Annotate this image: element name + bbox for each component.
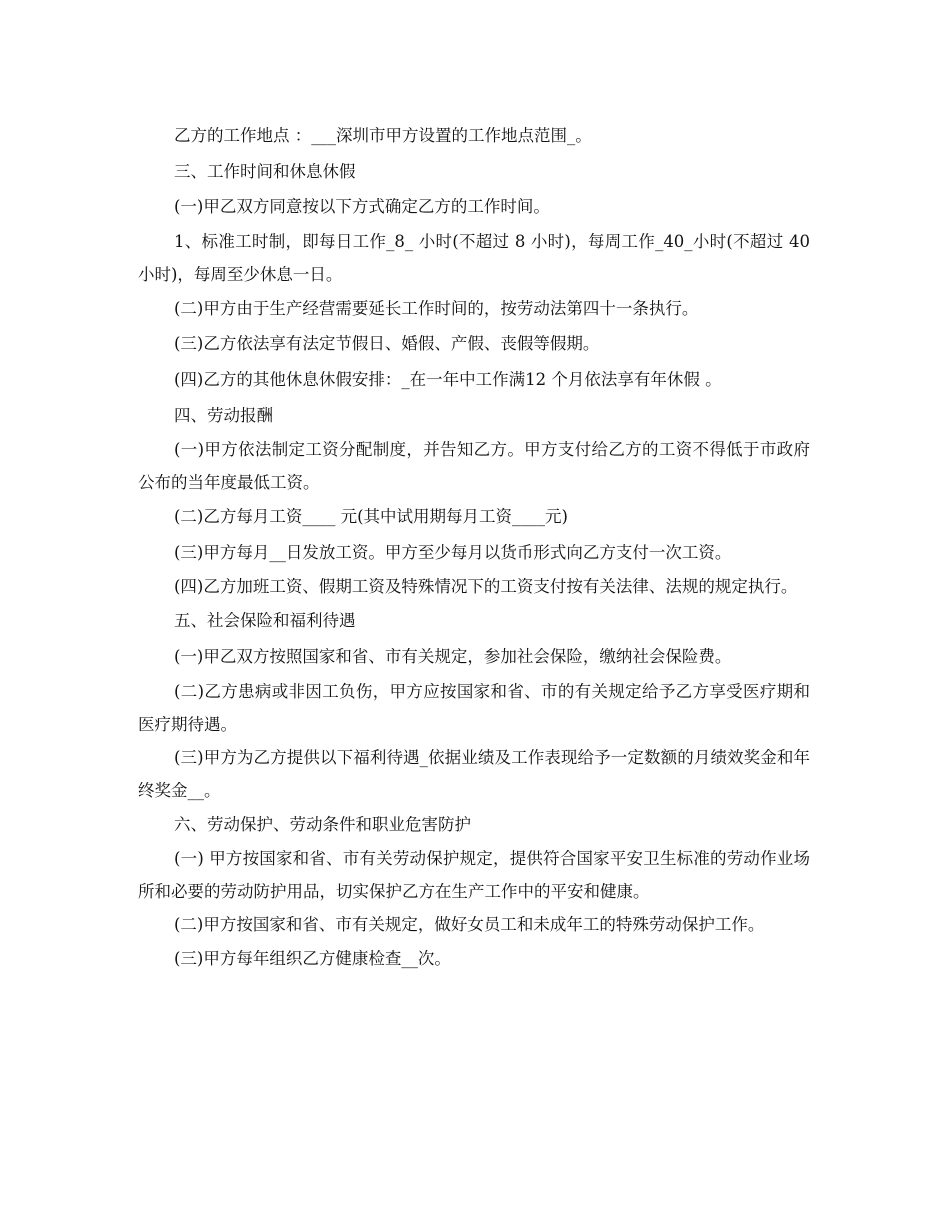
paragraph-holidays: (三)乙方依法享有法定节假日、婚假、产假、丧假等假期。 xyxy=(174,334,600,354)
paragraph-wage-system: (一)甲方依法制定工资分配制度，并告知乙方。甲方支付给乙方的工资不得低于市政府公布的当年度最低工资。 xyxy=(138,440,810,493)
paragraph-work-location: 乙方的工作地点 ：___深圳市甲方设置的工作地点范围_。 xyxy=(174,126,592,145)
paragraph-insurance: (一)甲乙双方按照国家和省、市有关规定，参加社会保险，缴纳社会保险费。 xyxy=(174,646,732,666)
paragraph-sick-leave: (二)乙方患病或非因工负伤，甲方应按国家和省、市的有关规定给予乙方享受医疗期和医疗期待遇。 xyxy=(138,681,810,734)
paragraph-special-protection: (二)甲方按国家和省、市有关规定，做好女员工和未成年工的特殊劳动保护工作。 xyxy=(174,915,765,935)
document-body xyxy=(138,118,816,977)
paragraph-overtime: (二)甲方由于生产经营需要延长工作时间的，按劳动法第四十一条执行。 xyxy=(174,298,699,318)
paragraph-standard-hours: 1、标准工时制，即每日工作_8_ 小时(不超过 8 小时)，每周工作_40_小时(不超过 40 小时)，每周至少休息一日。 xyxy=(138,231,816,284)
paragraph-health-check: (三)甲方每年组织乙方健康检查__次。 xyxy=(174,949,451,969)
heading-labor-protection: 六、劳动保护、劳动条件和职业危害防护 xyxy=(174,814,471,834)
heading-remuneration: 四、劳动报酬 xyxy=(174,405,273,425)
paragraph-safety-conditions: (一) 甲方按国家和省、市有关劳动保护规定，提供符合国家平安卫生标准的劳动作业场所和必要的劳动防护用品，切实保护乙方在生产工作中的平安和健康。 xyxy=(138,849,810,902)
paragraph-other-leave: (四)乙方的其他休息休假安排：_在一年中工作满12 个月依法享有年休假 。 xyxy=(174,369,722,389)
heading-social-insurance: 五、社会保险和福利待遇 xyxy=(174,611,356,631)
paragraph-monthly-wage: (二)乙方每月工资____ 元(其中试用期每月工资____元) xyxy=(174,507,568,527)
paragraph-overtime-pay: (四)乙方加班工资、假期工资及特殊情况下的工资支付按有关法律、法规的规定执行。 xyxy=(174,577,798,597)
heading-work-hours: 三、工作时间和休息休假 xyxy=(174,161,356,181)
paragraph-benefits: (三)甲方为乙方提供以下福利待遇_依据业绩及工作表现给予一定数额的月绩效奖金和年终奖金__。 xyxy=(138,747,810,800)
paragraph-payday: (三)甲方每月__日发放工资。甲方至少每月以货币形式向乙方支付一次工资。 xyxy=(174,542,732,562)
paragraph-hours-agreement: (一)甲乙双方同意按以下方式确定乙方的工作时间。 xyxy=(174,197,550,217)
